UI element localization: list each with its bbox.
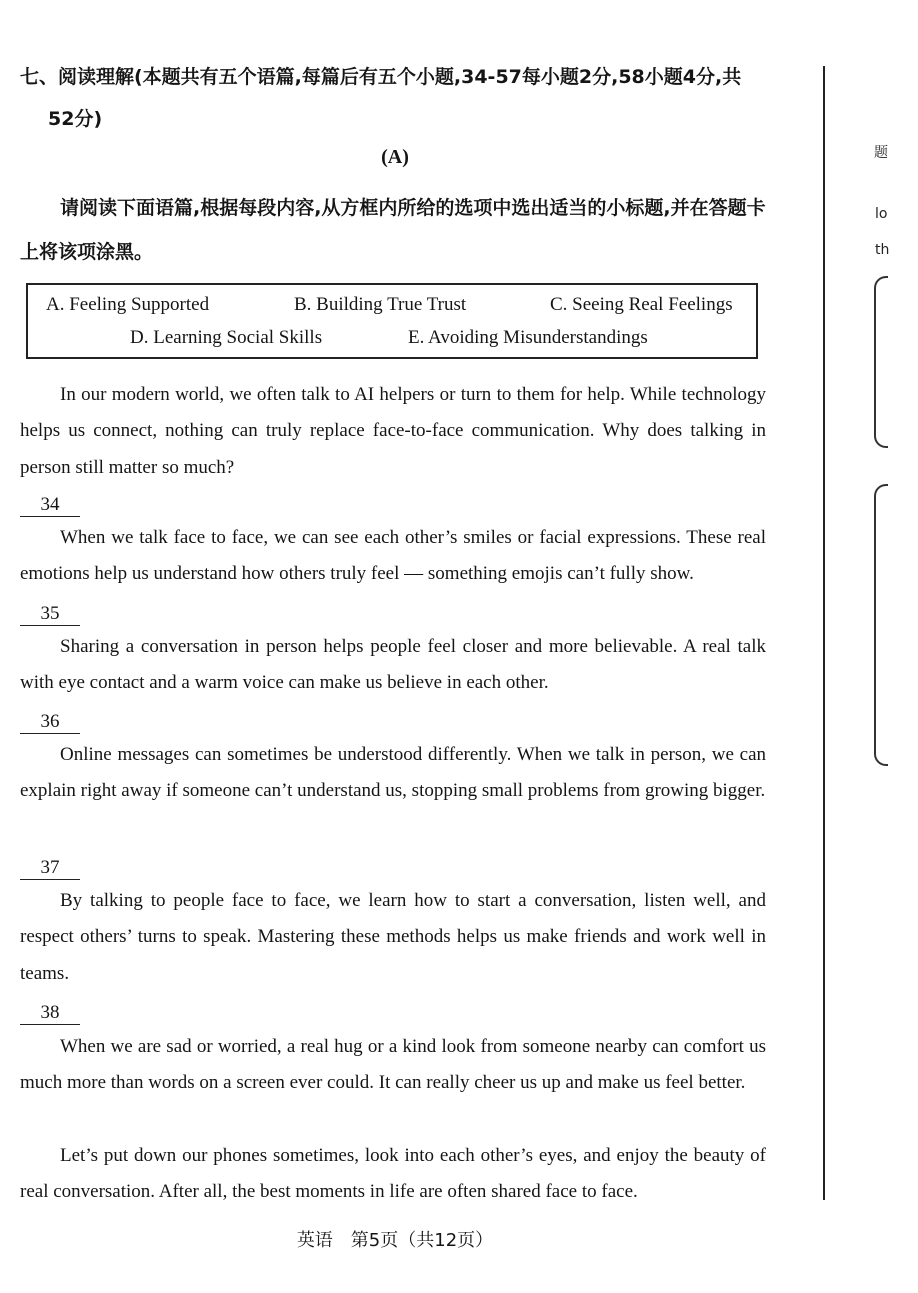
paragraph-36: Online messages can sometimes be understood differently. When we talk in person, we can explain right away if someone can’t understand us, stopping small problems from growing bigger. <box>20 744 766 802</box>
part-label: (A) <box>381 146 409 168</box>
paragraph-34: When we talk face to face, we can see each other’s smiles or facial expressions. These real emotions help us understand how others truly feel — something emojis can’t fully show. <box>20 527 766 585</box>
option-c: C. Seeing Real Feelings <box>550 294 733 315</box>
margin-bracket-1 <box>874 276 888 448</box>
margin-char-2: lo <box>875 206 888 222</box>
options-box <box>26 283 758 359</box>
binding-line <box>823 66 825 1200</box>
closing-paragraph: Let’s put down our phones sometimes, look into each other’s eyes, and enjoy the beauty of real conversation. After all, the best moments in life are often shared face to face. <box>20 1145 766 1203</box>
blank-34: 34 <box>20 494 80 517</box>
intro-paragraph: In our modern world, we often talk to AI helpers or turn to them for help. While technology helps us connect, nothing can truly replace face-to-face communication. Why does talking in person still matter so much? <box>20 384 766 478</box>
blank-37: 37 <box>20 857 80 880</box>
instruction: 请阅读下面语篇,根据每段内容,从方框内所给的选项中选出适当的小标题,并在答题卡上将该项涂黑。 <box>20 197 766 263</box>
page-footer: 英语 第5页（共12页） <box>296 1230 494 1251</box>
margin-bracket-2 <box>874 484 888 766</box>
paragraph-35: Sharing a conversation in person helps people feel closer and more believable. A real talk with eye contact and a warm voice can make us believe in each other. <box>20 636 766 694</box>
blank-38: 38 <box>20 1002 80 1025</box>
paragraph-37: By talking to people face to face, we learn how to start a conversation, listen well, and respect others’ turns to speak. Mastering these methods helps us make friends and work well in teams. <box>20 890 766 984</box>
option-b: B. Building True Trust <box>294 294 467 315</box>
margin-char-1: 题 <box>874 145 888 161</box>
section-heading <box>20 56 780 140</box>
blank-35: 35 <box>20 603 80 626</box>
option-d: D. Learning Social Skills <box>130 327 323 348</box>
option-e: E. Avoiding Misunderstandings <box>408 327 648 348</box>
margin-char-3: th <box>875 242 890 258</box>
blank-36: 36 <box>20 711 80 734</box>
section-heading-line1: 七、阅读理解(本题共有五个语篇,每篇后有五个小题,34-57每小题2分,58小题4分,共 <box>20 66 742 88</box>
section-heading-line2: 52分) <box>48 108 103 130</box>
paragraph-38: When we are sad or worried, a real hug or a kind look from someone nearby can comfort us much more than words on a screen ever could. It can really cheer us up and make us feel better. <box>20 1036 766 1094</box>
option-a: A. Feeling Supported <box>46 294 210 315</box>
